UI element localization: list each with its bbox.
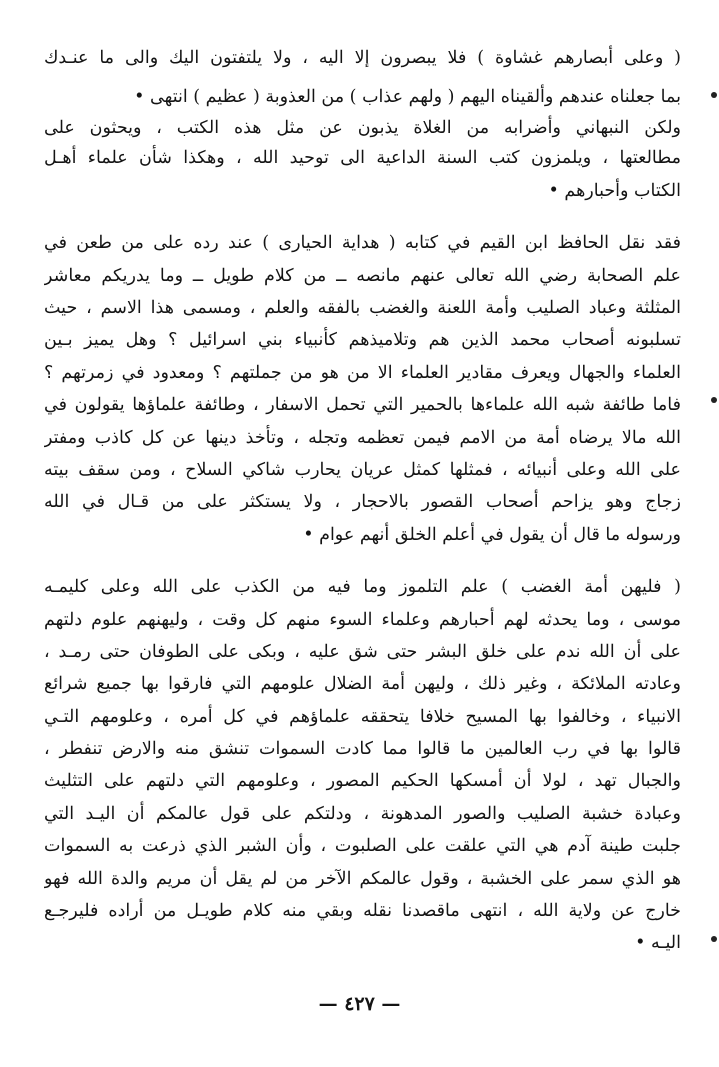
- text-line: والجبال تهد ، لولا أن أمسكها الحكيم المصور ، وعلومهم التي دلتهم على التثليث: [44, 771, 681, 791]
- text-line: وعبادة خشبة الصليب والصور المدهونة ، ودلتكم على قول عالمكم أن اليـد التي: [44, 804, 681, 824]
- text-line: بما جعلناه عندهم وألقيناه اليهم ( ولهم عذاب ) من العذوبة ( عظيم ) انتهى •: [134, 87, 681, 107]
- text-line: علم الصحابة رضي الله تعالى عنهم مانصه ــ من كلام طويل ــ وما يدريكم معاشر: [44, 266, 681, 286]
- text-line: مطالعتها ، ويلمزون كتب السنة الداعية الى توحيد الله ، وهكذا شأن علماء أهـل: [44, 148, 681, 168]
- text-line: ولكن النبهاني وأضرابه من الغلاة يذبون عن مثل هذه الكتب ، ويحثون على: [44, 118, 681, 138]
- page-number: — ٤٢٧ —: [318, 993, 401, 1015]
- text-line: اليـه •: [635, 933, 681, 953]
- text-line: وعادته الملائكة ، وغير ذلك ، وليهن أمة الضلال علومهم التي فارقوا بها جميع شرائع: [44, 674, 681, 694]
- margin-dot: [711, 936, 717, 942]
- text-line: ورسوله ما قال أن يقول في أعلم الخلق أنهم عوام •: [303, 525, 681, 545]
- text-line: جلبت طينة آدم هي التي علقت على الصلبوت ، وأن الشبر الذي ذرعت به السموات: [44, 836, 681, 856]
- text-line: المثلثة وعباد الصليب وأمة اللعنة والغضب بالفقه والعلم ، ومسمى هذا الاسم ، حيث: [44, 298, 681, 318]
- margin-dot: [711, 397, 717, 403]
- margin-dot: [711, 92, 717, 98]
- text-line: هو الذي سمر على الخشبة ، وقول عالمكم الآخر من لم يقل أن مريم والدة الله فهو: [44, 869, 681, 889]
- text-line: على أن الله ندم على خلق البشر حتى شق عليه ، وبكى على الطوفان حتى رمـد ،: [44, 642, 681, 662]
- text-line: موسى ، وما يحدثه لهم أحبارهم وعلماء السوء منهم كل وقت ، وليهنهم علوم دلتهم: [44, 610, 681, 630]
- text-line: زجاج وهو يزاحم أصحاب القصور بالاحجار ، ولا يستكثر على من قـال في الله: [44, 492, 681, 512]
- text-line: قالوا بها في رب العالمين ما قالوا مما كادت السموات تنشق منه والارض تنفطر ،: [44, 739, 681, 759]
- text-line: على الله وعلى أنبيائه ، فمثلها كمثل عريان يحارب شاكي السلاح ، ومن سقف بيته: [44, 460, 681, 480]
- text-line: الكتاب وأحبارهم •: [548, 181, 681, 201]
- text-line: الانبياء ، وخالفوا بها المسيح خلافا يتحققه علماؤهم في كل أمره ، وعلومهم التـي: [44, 707, 681, 727]
- text-line: ( وعلى أبصارهم غشاوة ) فلا يبصرون إلا اليه ، ولا يلتفتون اليك والى ما عنـدك: [44, 48, 681, 68]
- text-line: خارج عن ولاية الله ، انتهى ماقصدنا نقله وبقي منه كلام طويـل من أراده فليرجـع: [44, 901, 681, 921]
- text-line: تسلبونه أصحاب محمد الذين هم وتلاميذهم كأنبياء بني اسرائيل ؟ وهل يميز بـين: [44, 330, 681, 350]
- text-line: فقد نقل الحافظ ابن القيم في كتابه ( هداية الحيارى ) عند رده على من طعن في: [44, 233, 681, 253]
- text-line: فاما طائفة شبه الله علماءها بالحمير التي تحمل الاسفار ، وطائفة علماؤها يقولون في: [44, 395, 681, 415]
- text-line: ( فليهن أمة الغضب ) علم التلموز وما فيه من الكذب على الله وعلى كليمـه: [44, 577, 681, 597]
- text-line: العلماء والجهال ويعرف مقادير العلماء الا من هو من جملتهم ؟ ومعدود في زمرتهم ؟: [44, 363, 681, 383]
- text-line: الله مالا يرضاه أمة من الامم فيمن تعظمه وتجله ، وتأخذ دينها عن كل كاذب ومفتر: [44, 428, 681, 448]
